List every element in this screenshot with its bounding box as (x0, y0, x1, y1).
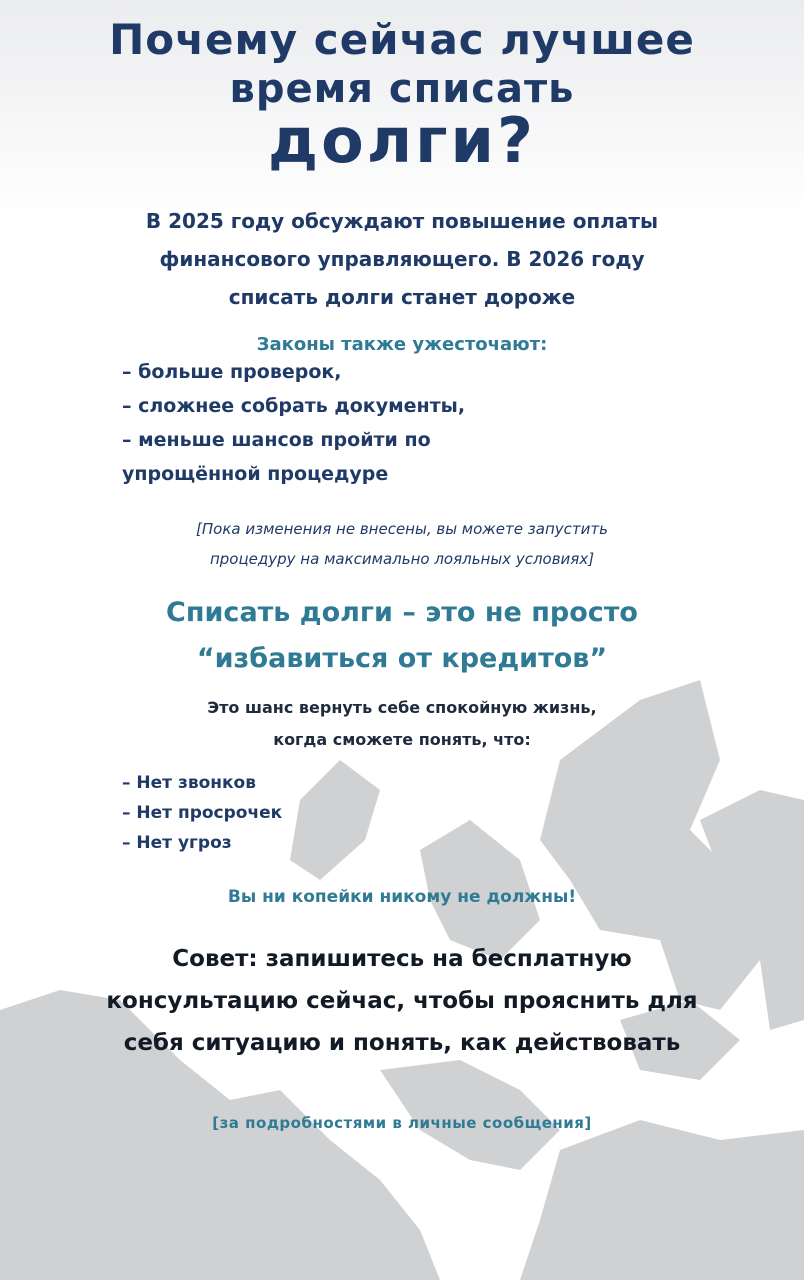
title-line-1: Почему сейчас лучшее (109, 15, 695, 64)
note-line-2: процедуру на максимально лояльных условиях] (209, 550, 595, 568)
note-paragraph (0, 514, 804, 574)
headline-line-1: Списать долги – это не просто (166, 597, 638, 628)
chance-line-1: Это шанс вернуть себе спокойную жизнь, (207, 698, 597, 717)
advice-line-3: себя ситуацию и понять, как действовать (123, 1030, 681, 1056)
chance-paragraph (0, 692, 804, 756)
advice-paragraph (0, 938, 804, 1064)
title-line-3: долги? (268, 104, 536, 177)
list-item: – Нет угроз (122, 833, 232, 853)
laws-list (122, 355, 562, 491)
list-item: – сложнее собрать документы, (122, 395, 466, 417)
chance-line-2: когда сможете понять, что: (273, 730, 531, 749)
advice-line-1: Совет: запишитесь на бесплатную (172, 946, 632, 972)
advice-line-2: консультацию сейчас, чтобы прояснить для (106, 988, 698, 1014)
list-item: упрощённой процедуре (122, 463, 389, 485)
more-info-link: [за подробностями в личные сообщения] (212, 1114, 592, 1132)
intro-line-1: В 2025 году обсуждают повышение оплаты (145, 209, 659, 233)
headline-line-2: “избавиться от кредитов” (196, 643, 608, 674)
intro-paragraph (0, 202, 804, 316)
owe-statement: Вы ни копейки никому не должны! (227, 887, 577, 907)
title-line-2: время списать (229, 66, 575, 112)
intro-line-2: финансового управляющего. В 2026 году (159, 247, 645, 271)
list-item: – больше проверок, (122, 361, 342, 383)
benefits-list (122, 768, 282, 858)
list-item: – меньше шансов пройти по (122, 429, 431, 451)
headline (0, 590, 804, 682)
list-item: – Нет звонков (122, 773, 256, 793)
list-item: – Нет просрочек (122, 803, 283, 823)
intro-line-3: списать долги станет дороже (228, 285, 576, 309)
note-line-1: [Пока изменения не внесены, вы можете запустить (196, 520, 608, 538)
laws-heading: Законы также ужесточают: (256, 334, 548, 355)
